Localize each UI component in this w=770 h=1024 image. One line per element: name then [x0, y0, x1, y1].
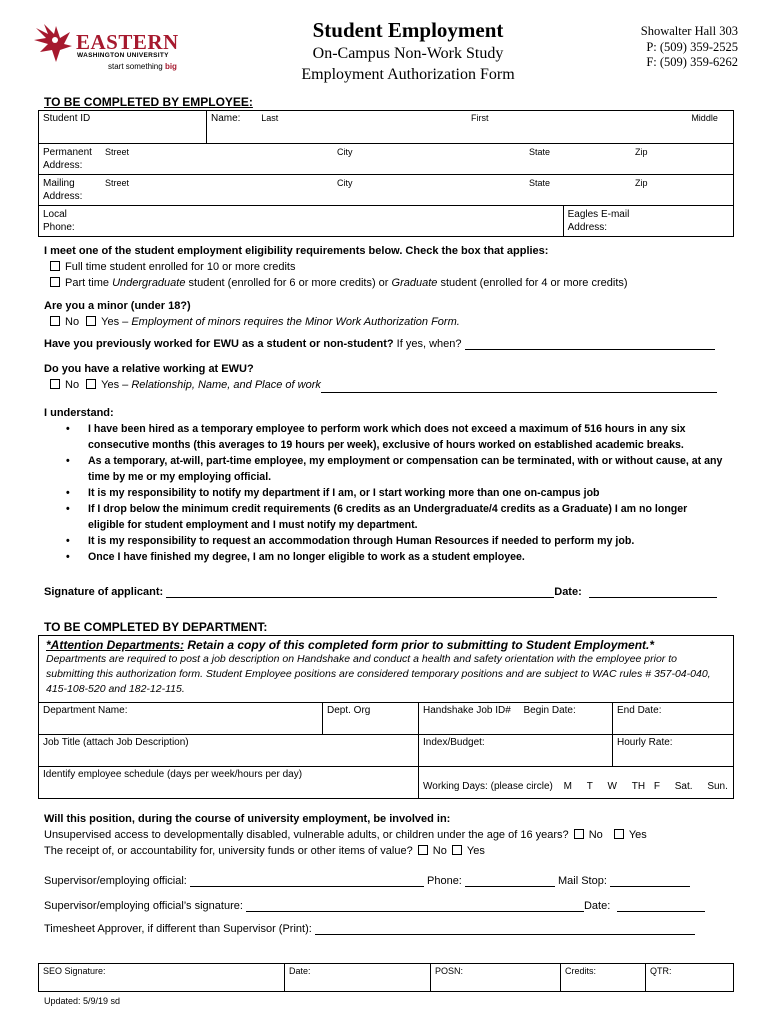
previous-work-section: Have you previously worked for EWU as a student or non-student? If yes, when? [44, 338, 734, 350]
day-option[interactable]: F [653, 781, 660, 792]
qtr-field[interactable]: QTR: [646, 964, 734, 992]
eligibility-question: I meet one of the student employment eligibility requirements below. Check the box that applies: [44, 245, 549, 257]
relative-question: Do you have a relative working at EWU? [44, 363, 254, 375]
office-date-field[interactable]: Date: [285, 964, 431, 992]
logo [34, 22, 184, 76]
office-contact [600, 24, 738, 71]
supervisor-mailstop-line[interactable] [610, 875, 690, 887]
relative-no-checkbox[interactable] [50, 379, 60, 389]
end-date-field[interactable]: End Date: [613, 703, 734, 735]
day-option[interactable]: TH [631, 781, 646, 792]
day-option[interactable]: Sat. [674, 781, 693, 792]
permanent-address-field[interactable]: Permanent Street City State Zip Address: [39, 144, 734, 175]
employee-info-table [38, 110, 734, 237]
relative-section: Do you have a relative working at EWU? No Yes – Relationship, Name, and Place of work [44, 361, 744, 393]
understand-item: • I have been hired as a temporary employee to perform work which does not exceed a maximum of 516 hours in any six consecutive months (this averages to 19 hours per week), exclusive of hours worked on established academic breaks. [44, 421, 724, 453]
working-days-field: Working Days: (please circle) M T W TH F Sat. Sun. [419, 767, 734, 799]
fulltime-checkbox[interactable] [50, 261, 60, 271]
employee-heading: TO BE COMPLETED BY EMPLOYEE: [44, 95, 253, 109]
understand-item: • As a temporary, at-will, part-time employee, my employment or compensation can be terminated, with or without cause, at any time by me or my employing official. [44, 453, 724, 485]
posn-field[interactable]: POSN: [431, 964, 561, 992]
hourly-rate-field[interactable]: Hourly Rate: [613, 735, 734, 767]
supervisor-date-line[interactable] [617, 900, 705, 912]
day-option[interactable]: T [586, 781, 593, 792]
eligibility-section [44, 243, 744, 291]
understand-list [44, 421, 724, 565]
q1-no-checkbox[interactable] [574, 829, 584, 839]
relative-details-line[interactable] [321, 381, 717, 393]
day-option[interactable]: W [607, 781, 617, 792]
logo-name: EASTERN [76, 30, 179, 54]
involvement-section [44, 811, 744, 859]
relative-yes-checkbox[interactable] [86, 379, 96, 389]
dept-org-field[interactable]: Dept. Org [323, 703, 419, 735]
department-heading: TO BE COMPLETED BY DEPARTMENT: [44, 620, 268, 634]
office-use-table [38, 963, 734, 992]
eligibility-option-parttime: Part time Undergraduate student (enrolled for 6 or more credits) or Graduate student (enrolled for 4 or more credits) [44, 275, 744, 291]
attention-notice: *Attention Departments: Retain a copy of this completed form prior to submitting to Student Employment.* [46, 638, 655, 652]
involvement-question: Will this position, during the course of university employment, be involved in: [44, 813, 451, 825]
applicant-signature-row: Signature of applicant: Date: [44, 586, 734, 598]
department-name-field[interactable]: Department Name: [39, 703, 323, 735]
understand-item: • Once I have finished my degree, I am no longer eligible to work as a student employee. [44, 549, 724, 565]
department-table [38, 702, 734, 799]
minor-question: Are you a minor (under 18?) [44, 300, 191, 312]
timesheet-row: Timesheet Approver, if different than Supervisor (Print): [44, 923, 734, 935]
logo-tagline: start something big [108, 62, 177, 71]
supervisor-signature-line[interactable] [246, 900, 584, 912]
eagle-logo-icon [34, 22, 74, 66]
logo-subtitle: WASHINGTON UNIVERSITY [77, 52, 169, 59]
local-phone-field[interactable]: Local Phone: [39, 206, 564, 237]
department-note: Departments are required to post a job description on Handshake and conduct a health and safety orientation with the employee prior to submitting this authorization form. Student Employee positions are considered temporary positions and are subject to WAC rules # 357-04-040, 415-108-520 and 182-12-115. [46, 653, 711, 695]
involvement-q1: Unsupervised access to developmentally disabled, vulnerable adults, or children under the age of 16 years? No Yes [44, 829, 647, 841]
mailing-address-field[interactable]: Mailing Street City State Zip Address: [39, 175, 734, 206]
understand-item: • If I drop below the minimum credit requirements (6 credits as an Undergraduate/4 credits as a Graduate) I am no longer eligible for student employment and I must notify my department. [44, 501, 724, 533]
previous-when-line[interactable] [465, 338, 715, 350]
understand-item: • It is my responsibility to notify my department if I am, or I start working more than one on-campus job [44, 485, 724, 501]
q1-yes-checkbox[interactable] [614, 829, 624, 839]
office-location: Showalter Hall 303 [640, 24, 738, 38]
job-title-field[interactable]: Job Title (attach Job Description) [39, 735, 419, 767]
page-subtitle-2: Employment Authorization Form [301, 66, 515, 83]
q2-no-checkbox[interactable] [418, 845, 428, 855]
eligibility-option-fulltime: Full time student enrolled for 10 or more credits [44, 259, 744, 275]
q2-yes-checkbox[interactable] [452, 845, 462, 855]
page-title: Student Employment [312, 18, 504, 42]
schedule-field[interactable]: Identify employee schedule (days per week/hours per day) [39, 767, 419, 799]
involvement-q2: The receipt of, or accountability for, university funds or other items of value? No Yes [44, 845, 485, 857]
timesheet-approver-line[interactable] [315, 923, 695, 935]
understand-heading: I understand: [44, 407, 114, 419]
day-option[interactable]: M [563, 781, 572, 792]
student-id-field[interactable]: Student ID [39, 111, 207, 144]
supervisor-signature-row: Supervisor/employing official’s signature: Date: [44, 900, 734, 912]
minor-section: Are you a minor (under 18?) No Yes – Employment of minors requires the Minor Work Authorization Form. [44, 298, 744, 330]
understand-section [44, 407, 724, 565]
name-field[interactable]: Name: Last First Middle [207, 111, 734, 144]
understand-item: • It is my responsibility to request an accommodation through Human Resources if needed to perform my job. [44, 533, 724, 549]
applicant-date-line[interactable] [589, 586, 717, 598]
parttime-checkbox[interactable] [50, 277, 60, 287]
seo-signature-field[interactable]: SEO Signature: [39, 964, 285, 992]
department-box [38, 635, 734, 702]
minor-no-checkbox[interactable] [50, 316, 60, 326]
handshake-id-field[interactable]: Handshake Job ID# [419, 703, 520, 735]
updated-footer: Updated: 5/9/19 sd [44, 996, 121, 1006]
supervisor-phone-line[interactable] [465, 875, 555, 887]
begin-date-field[interactable]: Begin Date: [520, 703, 613, 735]
eagles-email-field[interactable]: Eagles E-mail Address: [563, 206, 733, 237]
applicant-signature-line[interactable] [166, 586, 554, 598]
minor-yes-checkbox[interactable] [86, 316, 96, 326]
supervisor-row: Supervisor/employing official: Phone: Mail Stop: [44, 875, 734, 887]
office-phone: P: (509) 359-2525 [646, 39, 738, 54]
supervisor-name-line[interactable] [190, 875, 424, 887]
credits-field[interactable]: Credits: [561, 964, 646, 992]
office-fax: F: (509) 359-6262 [646, 55, 738, 69]
day-option[interactable]: Sun. [707, 781, 728, 792]
page-subtitle-1: On-Campus Non-Work Study [312, 45, 504, 62]
index-budget-field[interactable]: Index/Budget: [419, 735, 613, 767]
